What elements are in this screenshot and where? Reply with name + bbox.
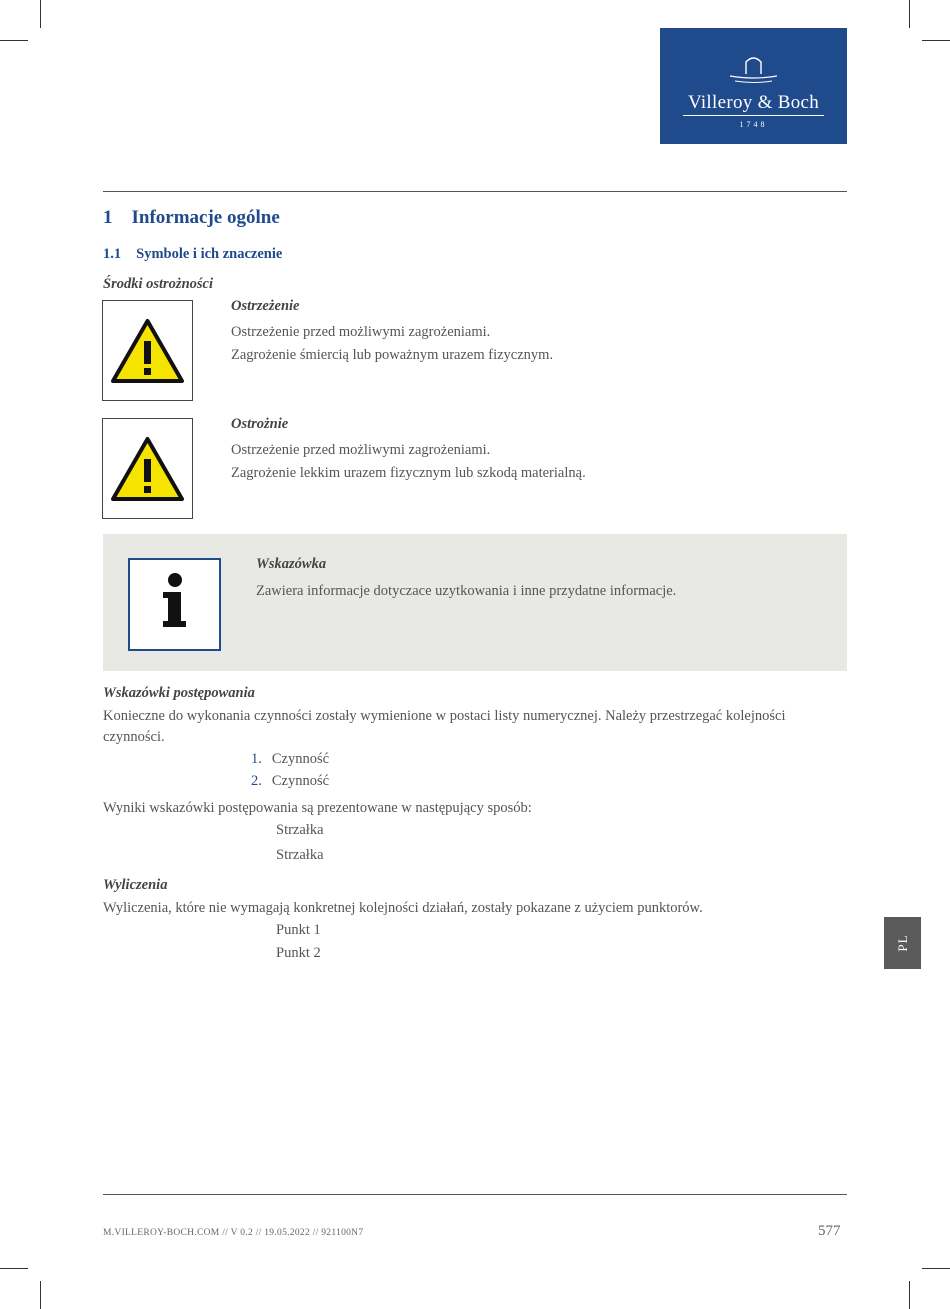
- logo-wordmark: Villeroy & Boch: [687, 92, 820, 113]
- warning-line2: Zagrożenie śmiercią lub poważnym urazem fizycznym.: [231, 347, 554, 363]
- info-symbol-box: [128, 558, 221, 651]
- results-intro: Wyniki wskazówki postępowania są prezentowane w następujący sposób:: [103, 800, 532, 816]
- caution-line1: Ostrzeżenie przed możliwymi zagrożeniami.: [231, 442, 491, 458]
- warning-title: Ostrzeżenie: [231, 298, 300, 314]
- caution-line2: Zagrożenie lekkim urazem fizycznym lub szkodą materialną.: [231, 465, 586, 481]
- note-text: Zawiera informacje dotyczace uzytkowania i inne przydatne informacje.: [256, 583, 677, 599]
- subsection-title: Symbole i ich znaczenie: [136, 246, 283, 262]
- crop-mark: [0, 1268, 28, 1269]
- step-item: [251, 749, 329, 770]
- instructions-title: Wskazówki postępowania: [103, 685, 255, 701]
- section-heading: [103, 207, 280, 229]
- footer-divider: [103, 1194, 847, 1195]
- result-item: Strzałka: [276, 847, 324, 863]
- caution-symbol-box: [102, 418, 193, 519]
- warning-triangle-icon: [103, 301, 192, 400]
- crop-mark: [922, 40, 950, 41]
- logo-underline: [683, 115, 824, 116]
- crop-mark: [909, 1281, 910, 1309]
- logo-year: 1748: [739, 120, 768, 129]
- step-number: 2.: [251, 773, 262, 789]
- crop-mark: [40, 1281, 41, 1309]
- step-text: Czynność: [271, 751, 330, 767]
- footer-info: M.VILLEROY-BOCH.COM // V 0.2 // 19.05.2022 // 921100N7: [103, 1228, 364, 1238]
- caution-triangle-icon: [103, 419, 192, 518]
- bullet-item: Punkt 1: [276, 922, 321, 938]
- subsection-number: 1.1: [103, 246, 122, 262]
- instructions-line2: czynności.: [103, 729, 165, 745]
- step-number: 1.: [251, 751, 262, 767]
- caution-title: Ostrożnie: [231, 416, 289, 432]
- language-tab: [884, 917, 921, 969]
- enumerations-text: Wyliczenia, które nie wymagają konkretnej kolejności działań, zostały pokazane z użyciem punktorów.: [103, 900, 703, 916]
- logo-arch-icon: [660, 52, 847, 86]
- brand-logo: [660, 28, 847, 144]
- language-tab-label: PL: [894, 934, 910, 952]
- section-number: 1: [103, 207, 113, 228]
- step-text: Czynność: [271, 773, 330, 789]
- subsection-heading: [103, 246, 282, 263]
- warning-symbol-box: [102, 300, 193, 401]
- bullet-item: Punkt 2: [276, 945, 321, 961]
- section-title: Informacje ogólne: [131, 207, 280, 228]
- instructions-line1: Konieczne do wykonania czynności zostały wymienione w postaci listy numerycznej. Należy przestrzegać kolejności: [103, 708, 786, 724]
- precautions-label: Środki ostrożności: [103, 276, 213, 292]
- note-title: Wskazówka: [256, 556, 327, 572]
- crop-mark: [40, 0, 41, 28]
- crop-mark: [922, 1268, 950, 1269]
- step-item: [251, 771, 329, 792]
- enumerations-title: Wyliczenia: [103, 877, 168, 893]
- crop-mark: [909, 0, 910, 28]
- result-item: Strzałka: [276, 822, 324, 838]
- header-divider: [103, 191, 847, 192]
- crop-mark: [0, 40, 28, 41]
- warning-line1: Ostrzeżenie przed możliwymi zagrożeniami.: [231, 324, 491, 340]
- page-number: 577: [818, 1223, 841, 1239]
- info-icon: [130, 560, 219, 649]
